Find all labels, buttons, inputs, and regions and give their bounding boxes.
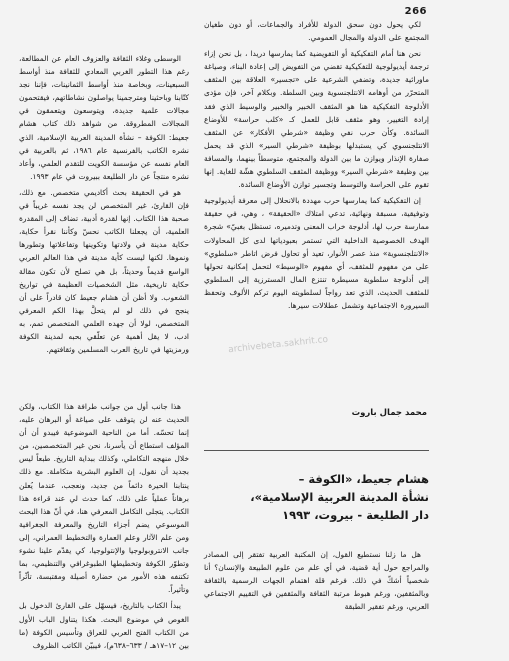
archive-watermark: archivebeta.sakhrit.co — [227, 334, 329, 356]
paragraph: إن التفكيكية كما يمارسها حرب مهددة بالانحلال إلى معرفة أيديولوجية وتوفيقية، مسبقة ونهائية، تدعي امتلاك «الحقيقة» ، وهي، في حقيقة ممارسة حرب لها، أدلوجة خراب المعنى وتدميره، تستظل بغبيّ» شجرة الهدف الخصوصية الداخلية التي تستمر بعبودياتها لدى كل المحاولات «الانتلجنسوية» منذ عصر الأنوار، تعيد أو تحاول فرض اتاطر «سلطوي» على من مفهوم للمثقف، أي مفهوم «الوسيط» لتحمل إمكانية تحولها إلى أدلوجة سلطوية مسيطرة تنتزع المال المسترزية إلى السلطوي للمثقف الحديث، الذي تعد رواجاً لسلطويته اليوم تركم الألوف وتحفظ السيرورة الاجتماعية وتشمل عطلالات سيرها. — [204, 196, 429, 310]
review-body-right-column — [204, 548, 429, 616]
review-heading-line: دار الطليعة - بيروت، ١٩٩٣ — [282, 508, 429, 522]
paragraph: هل ما زلنا نستطيع القول، إن المكتبة العربية تفتقر إلى المصادر والمراجع حول أية قضية، في أي علم من علوم الطبيعة والإنسان؟ أنا شخصياً أشكّ في ذلك. فرغم قلة اهتمام الجهات الرسمية بالثقافة وبالمثقفين، ورغم هبوط مرتبة الثقافة والمثقفين في التقييم الاجتماعي العربي، ورغم تفقير الطبقة — [204, 550, 429, 612]
article-author: محمد جمال باروت — [351, 408, 427, 418]
paragraph: يبدأ الكتاب بالتاريخ، فيسهّل على القارئ الدخول بل الغوص في موضوع البحث. هكذا يتناول الباب الأول من الكتاب الفتح العربي للعراق وتأسيس الكوفة (ما بين ١٢–١٧هـ / ٦٣٣–٦٣٨م)، فيبيّن الكاتب الظروف — [19, 601, 189, 650]
page-number: 266 — [404, 6, 427, 17]
paragraph: هو في الحقيقة بحث أكاديمي متخصص. مع ذلك، فإن القارئ، غير المتخصص لن يجد نفسه غريباً في صحبة هذا الكتاب. إنها لقدرة أدبية، تضاف إلى المقدرة العلمية، أن يجعلنا الكاتب نحسّ وكأننا نقرأ حكاية، حكاية مدينة في ولادتها وتكوينها وتفاعلاتها وتطورها ونموها. لكنها ليست كأية مدينة في هذا العالم العربي الواسع قديماً وحديثاً، بل هي تصلح لأن تكون مقالة حكاية تاريخية، مثل الشخصيات العظيمة في تواريخ الشعوب. ولا أظن أن هشام جعيط كان قادراً على أن ينجح في ذلك لو لم يتحلَّ بهذا الكم المعرفي المتخصص، لولا أن جهده العلمي المتخصص تمم، به ادب، لا يقل أهمية عن تعلّقي بحبه لمدينة الكوفة ورمزيتها في تاريخ العرب المسلمين وثقافتهم. — [19, 187, 189, 355]
review-body-left-column-bottom — [19, 400, 189, 655]
article-body-right-column — [204, 18, 429, 315]
review-body-left-column-top — [19, 52, 189, 359]
paragraph: هذا جانب أول من جوانب طرافة هذا الكتاب، ولكن الحديث عنه لن يتوقف على صياغة أو البرهان عليه، إنما تحسّه. أما من الناحية الموضوعية فيبدو أن أن المؤلف استطاع أن يأسرنا، نحن غير المتخصصين، من خلال منهجه التكاملي، وكذلك ببداية التاريخ. طبعاً ليس بجديد أن نقول، إن العلوم البشرية متكاملة. مع ذلك ينتابنا الحيرة دائماً من جديد، ونعجب، عندما يُعلن برهاناً عملياً على ذلك، كما حدث لي عند قراءة هذا الكتاب. يتجلى التكامل المعرفي هنا، في أنّ هذا البحث الموسوعي يضم أجزاء التاريخ والمعرفة الجغرافية ومن علم الآثار وعلم العمارة والتخطيط العمراني، إلى جانب الانتروبولوجيا والإنتولوجيا، كي يقدّم علينا نشوء وتطوّر الكوفة وتخطيطها الطبوغرافي والتنظيمي، بما تكتنفه هذه الأمور من حضارة أصيلة ومقتبسة، تأثّراً وتأثيراً. — [19, 402, 189, 595]
book-review-heading — [204, 470, 429, 524]
review-heading-line: هشام جعيط، «الكوفة – — [298, 472, 429, 486]
paragraph: الوسطى وغلاء الثقافة والعزوف العام عن المطالعة، رغم هذا التطور الغربي المعادي للثقافة منذ أواسط السبعينات، وبخاصة منذ أواسط الثمانينات، فإننا نجد كتّابنا وباحثينا ومترجمينا يواصلون نشاطاتهم، فيقتحمون مجالات علمية جديدة، ويتوسعون ويتعمقون في المجالات المطروقة. من شواهد ذلك كتاب هشام جعيط: الكوفة – نشأة المدينة العربية الإسلامية، الذي نشره الكاتب بالفرنسية عام ١٩٨٦، ثم بالعربية في العام نفسه عن مؤسسة الكويت للتقدم العلمي، وأعاد نشره منتجاً عن دار الطليعة ببيروت في عام ١٩٩٣. — [19, 54, 190, 181]
paragraph: نحن هنا أمام التفكيكية أو التفويضية كما يمارسها دريدا ، بل نحن إزاء ترجمة أيديولوجية للتفكيكية تقضي من التفويض إلى إعادة البناء، وصياغة ماورائية جديدة، وتضفي الشرعية على «تجسير» العلاقة بين المثقف المتحرّر من أوهامه الانتلجنسوية وبين السلطة. وبكلام آخر، فإن مؤدى الأدلوجة التفكيكية هنا هو المثقف الخبير والخبير والوسيط الذي فقد إرادة التغيير، وهو مثقف قابل للعمل كـ «كلب حراسة» للأوضاع السائدة. وكأن حرب نفي وظيفة «شرطي الأفكار» عن المثقف الانتلجنسوي كي يستبدلها بوظيفة «شرطي السير» الذي قد يحمل صفارة الإنذار ويوازن ما بين الدولة والمجتمع، متوسطاً بينهما، والمسافة بين وظيفة «شرطي السير» ووظيفة المثقف السلطوي هشّة للغاية. إنها تقوم على الحراسة والتوسط وتجسير توازن الأوضاع السائدة. — [204, 49, 429, 190]
paragraph: لكي يحول دون سحق الدولة للأفراد والجماعات، أو دون طغيان المجتمع على الدولة والمجال العمومي. — [204, 20, 429, 43]
section-divider — [204, 450, 429, 451]
review-heading-line: نشأة المدينة العربية الإسلامية»، — [250, 490, 429, 504]
